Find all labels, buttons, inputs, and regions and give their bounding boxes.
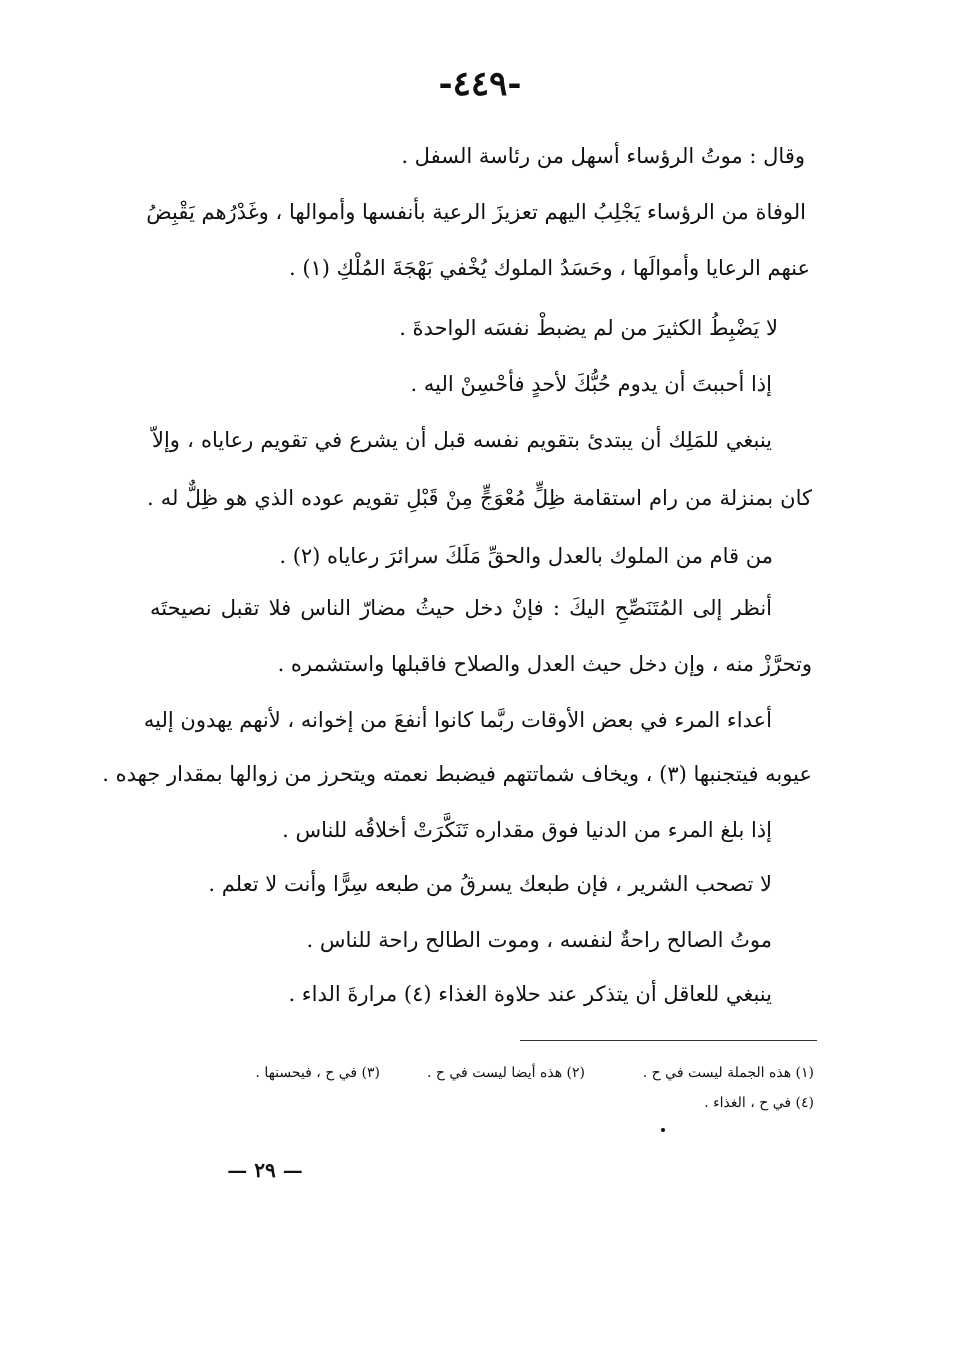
page-number: -٤٤٩- <box>438 64 522 104</box>
text-line-14: لا تصحب الشرير ، فإن طبعك يسرقُ من طبعه سِرًّا وأنت لا تعلم . <box>208 872 772 896</box>
text-line-4: لا يَضْبِطُ الكثيرَ من لم يضبطْ نفسَه الواحدةَ . <box>399 316 778 340</box>
text-line-9: أنظر إلى المُتَنَصِّحِ اليكَ : فإنْ دخل حيثُ مضارّ الناس فلا تقبل نصيحتَه <box>150 596 772 620</box>
text-line-13: إذا بلغ المرء من الدنيا فوق مقداره تَنَكَّرَتْ أخلاقُه للناس . <box>282 818 772 842</box>
footnote-2: (٢) هذه أيضا ليست في ح . <box>427 1065 585 1081</box>
ink-dot <box>661 1128 665 1132</box>
footnote-1: (١) هذه الجملة ليست في ح . <box>642 1065 814 1081</box>
text-line-7: كان بمنزلة من رام استقامة ظِلٍّ مُعْوَجٍّ مِنْ قَبْلِ تقويم عوده الذي هو ظِلٌّ له . <box>147 486 812 510</box>
text-line-1: وقال : موتُ الرؤساء أسهل من رئاسة السفل . <box>401 144 805 168</box>
text-line-10: وتحرَّزْ منه ، وإن دخل حيث العدل والصلاح فاقبلها واستشمره . <box>277 652 812 676</box>
text-line-8: من قام من الملوك بالعدل والحقِّ مَلَكَ سرائرَ رعاياه (٢) . <box>279 544 773 568</box>
text-line-6: ينبغي للمَلِك أن يبتدئ بتقويم نفسه قبل أن يشرع في تقويم رعاياه ، وإلاّ <box>152 428 772 452</box>
text-line-15: موتُ الصالح راحةٌ لنفسه ، وموت الطالح راحة للناس . <box>306 928 772 952</box>
footnote-3: (٣) في ح ، فيحسنها . <box>255 1065 380 1081</box>
text-line-3: عنهم الرعايا وأموالَها ، وحَسَدُ الملوك يُخْفي بَهْجَةَ المُلْكِ (١) . <box>288 256 810 280</box>
text-line-12: عيوبه فيتجنبها (٣) ، ويخاف شماتتهم فيضبط نعمته ويتحرز من زوالها بمقدار جهده . <box>102 762 812 786</box>
text-line-2: الوفاة من الرؤساء يَجْلِبُ اليهم تعزيزَ الرعية بأنفسها وأموالها ، وغَدْرُهم يَقْبِضُ <box>146 200 806 224</box>
text-line-5: إذا أحببتَ أن يدوم حُبُّكَ لأحدٍ فأحْسِنْ اليه . <box>410 372 772 396</box>
text-line-16: ينبغي للعاقل أن يتذكر عند حلاوة الغذاء (٤) مرارةَ الداء . <box>288 982 772 1006</box>
text-line-11: أعداء المرء في بعض الأوقات ربَّما كانوا أنفعَ من إخوانه ، لأنهم يهدون إليه <box>143 708 772 732</box>
footnote-separator <box>520 1040 817 1041</box>
signature-number: — ٢٩ — <box>227 1158 303 1182</box>
footnote-4: (٤) في ح ، الغذاء . <box>704 1095 814 1111</box>
